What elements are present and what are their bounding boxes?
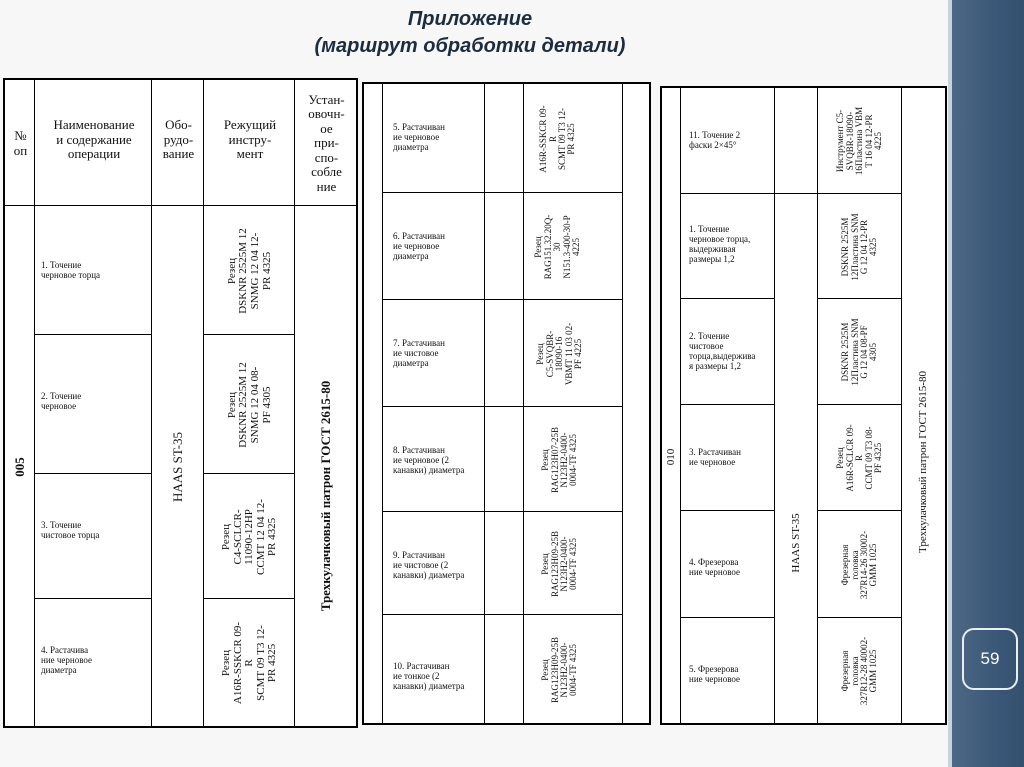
operation-text: 1. Точение черновое торца, выдерживая размеры 1,2 bbox=[689, 224, 751, 265]
tool-cell bbox=[817, 404, 902, 511]
blank-equipment-cell bbox=[484, 299, 524, 407]
table-row bbox=[382, 511, 485, 615]
tool-cell bbox=[523, 192, 623, 300]
route-table-middle bbox=[362, 82, 651, 725]
equipment-label: HAAS ST-35 bbox=[170, 432, 186, 502]
table-row bbox=[680, 404, 775, 511]
tool-text: Резец RAG151.32.20Q- 30 N151.3-400-30-P 4225 bbox=[533, 214, 582, 280]
table-row bbox=[680, 617, 775, 724]
tool-text: DSKNR 2525M 12Пластина SNM G 12 04 08-PF 4305 bbox=[840, 318, 879, 386]
tool-text: Инструмент C5- SVQBR-18090- 16Пластина VBM T 16 04 12-PR 4225 bbox=[835, 106, 884, 176]
tool-text: A16R-SSKCR 09- R SCMT 09 T3 12- PR 4325 bbox=[538, 105, 577, 173]
fixture-label: Трехкулачковый патрон ГОСТ 2615-80 bbox=[917, 371, 930, 553]
equipment-column bbox=[774, 193, 818, 724]
operation-text: 3. Точение чистовое торца bbox=[41, 520, 100, 541]
tool-text: Резец RAG123H07-25B N123H2-0400- 0004-TF 4325 bbox=[540, 427, 579, 494]
blank-column-left bbox=[363, 83, 383, 724]
tool-cell bbox=[523, 299, 623, 407]
tool-cell bbox=[203, 205, 295, 335]
tool-cell bbox=[203, 334, 295, 474]
tool-text: Резец DSKNR 2525M 12 SNMG 12 04 12- PR 4325 bbox=[225, 228, 273, 314]
tool-text: Фрезерная головка 327R12-28 40002- GMM 1025 bbox=[840, 636, 879, 706]
header-op-no-label: № оп bbox=[13, 127, 28, 158]
tool-cell bbox=[203, 473, 295, 599]
header-tool-label: Режущий инстру- мент bbox=[223, 117, 277, 162]
op-number: 010 bbox=[665, 448, 678, 466]
table-row bbox=[382, 614, 485, 724]
tool-cell bbox=[523, 511, 623, 615]
operation-text: 9. Растачиван ие чистовое (2 канавки) диаметра bbox=[393, 550, 465, 581]
blank-column-right bbox=[622, 83, 650, 724]
fixture-cell bbox=[294, 205, 357, 727]
header-tool bbox=[203, 79, 295, 206]
tool-cell bbox=[817, 298, 902, 405]
header-fixture bbox=[294, 79, 357, 206]
page-number-badge bbox=[962, 628, 1018, 690]
operation-text: 4. Фрезерова ние черновое bbox=[689, 557, 741, 578]
table-row bbox=[382, 406, 485, 512]
tool-cell bbox=[203, 598, 295, 727]
operation-text: 10. Растачиван ие тонкое (2 канавки) диаметра bbox=[393, 661, 465, 692]
header-op-no bbox=[4, 79, 35, 206]
blank-equipment-cell bbox=[484, 83, 524, 193]
operation-text: 5. Растачиван ие черновое диаметра bbox=[393, 122, 445, 153]
blank-equipment-cell bbox=[774, 87, 818, 194]
tool-text: Резец C5-SVQBR- 18090-16 VBMT 11 03 02- PF 4225 bbox=[535, 322, 584, 386]
tool-cell bbox=[523, 614, 623, 724]
operation-text: 11. Точение 2 фаски 2×45° bbox=[689, 130, 741, 151]
slide-title bbox=[180, 6, 760, 60]
equipment-cell bbox=[151, 205, 204, 727]
operation-text: 2. Точение черновое bbox=[41, 391, 82, 412]
operation-text: 1. Точение черновое торца bbox=[41, 260, 101, 281]
table-row bbox=[680, 298, 775, 405]
table-row bbox=[382, 192, 485, 300]
table-row bbox=[680, 87, 775, 194]
tool-text: Резец DSKNR 2525M 12 SNMG 12 04 08- PF 4305 bbox=[225, 362, 273, 448]
operation-text: 4. Растачива ние черновое диаметра bbox=[41, 645, 93, 676]
table-row bbox=[680, 193, 775, 299]
table-row bbox=[34, 473, 152, 599]
table-row bbox=[34, 598, 152, 727]
route-table-left bbox=[3, 78, 358, 728]
operation-text: 7. Растачиван ие чистовое диаметра bbox=[393, 338, 445, 369]
tool-text: Резец RAG123H09-25B N123H2-0400- 0004-TF 4325 bbox=[540, 637, 579, 704]
side-band-edge bbox=[948, 0, 952, 767]
header-equipment-label: Обо- рудо- вание bbox=[162, 117, 195, 162]
blank-equipment-cell bbox=[484, 614, 524, 724]
op-number: 005 bbox=[12, 457, 28, 477]
header-fixture-label: Устан- овочн- ое при- спо- собле ние bbox=[308, 91, 345, 194]
table-row bbox=[382, 83, 485, 193]
tool-text: Резец C4-SCLCR- 11090-12HP CCMT 12 04 12- PR 4325 bbox=[220, 499, 279, 575]
tool-cell bbox=[523, 406, 623, 512]
header-operation bbox=[34, 79, 152, 206]
tool-text: Резец RAG123H09-25B N123H2-0400- 0004-TF 4325 bbox=[540, 531, 579, 598]
tool-text: Фрезерная головка 327R14-26 30002- GMM 1025 bbox=[840, 530, 879, 600]
equipment-label: HAAS ST-35 bbox=[790, 513, 803, 573]
page-number: 59 bbox=[980, 649, 1000, 668]
operation-text: 8. Растачиван ие черновое (2 канавки) диаметра bbox=[393, 445, 465, 476]
tool-text: Резец A16R-SCLCR 09- R CCMT 09 T3 08- PF 4325 bbox=[835, 424, 884, 492]
header-equipment bbox=[151, 79, 204, 206]
title-line-1: Приложение bbox=[407, 8, 533, 30]
blank-equipment-cell bbox=[484, 192, 524, 300]
tool-cell bbox=[817, 617, 902, 724]
tool-text: DSKNR 2525M 12Пластина SNM G 12 04 12-PR 4325 bbox=[840, 213, 879, 281]
op-number-cell bbox=[661, 87, 681, 724]
tool-cell bbox=[817, 510, 902, 618]
fixture-label: Трехкулачковый патрон ГОСТ 2615-80 bbox=[318, 380, 334, 612]
fixture-cell bbox=[901, 87, 946, 724]
operation-text: 3. Растачиван ие черновое bbox=[689, 447, 741, 468]
operation-text: 5. Фрезерова ние черновое bbox=[689, 664, 741, 685]
tool-cell bbox=[817, 87, 902, 194]
table-row bbox=[34, 205, 152, 335]
op-number-cell bbox=[4, 205, 35, 727]
table-row bbox=[382, 299, 485, 407]
table-row bbox=[680, 510, 775, 618]
table-row bbox=[34, 334, 152, 474]
operation-text: 2. Точение чистовое торца,выдержива я размеры 1,2 bbox=[689, 331, 756, 372]
operation-text: 6. Растачиван ие черновое диаметра bbox=[393, 231, 445, 262]
header-operation-label: Наименование и содержание операции bbox=[53, 117, 135, 162]
blank-equipment-cell bbox=[484, 406, 524, 512]
tool-text: Резец A16R-SSKCR 09- R SCMT 09 T3 12- PR 4325 bbox=[220, 621, 279, 705]
tool-cell bbox=[523, 83, 623, 193]
blank-equipment-cell bbox=[484, 511, 524, 615]
title-line-2: (маршрут обработки детали) bbox=[314, 35, 626, 57]
tool-cell bbox=[817, 193, 902, 299]
route-table-right bbox=[660, 86, 947, 725]
